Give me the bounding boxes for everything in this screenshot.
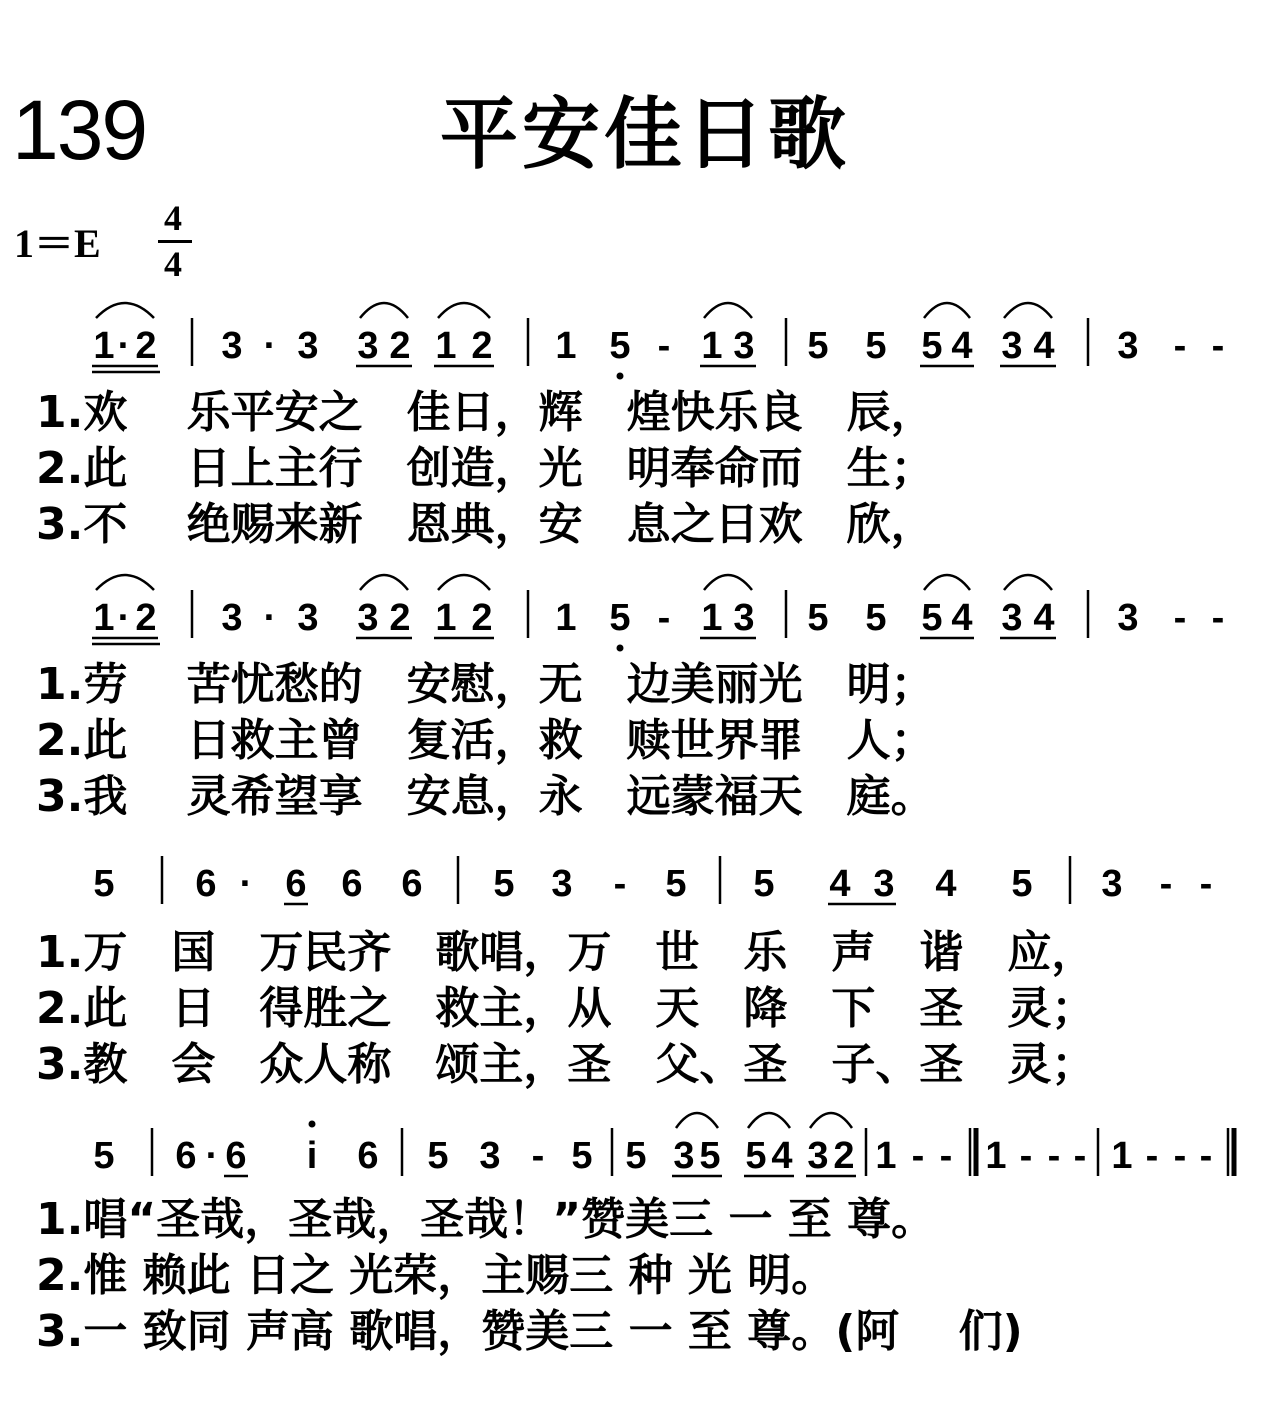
note-symbol: 4 <box>951 325 973 367</box>
note-symbol: 5 <box>921 325 943 367</box>
upper-octave-dot <box>309 1121 316 1128</box>
note-symbol: 4 <box>771 1135 793 1177</box>
note-symbol: 6 <box>225 1135 247 1177</box>
note-symbol: 4 <box>1033 597 1055 639</box>
note-symbol: 3 <box>1101 863 1123 905</box>
note-symbol: 5 <box>865 325 887 367</box>
note-symbol: 2 <box>389 325 411 367</box>
key-signature: 1＝E <box>14 221 101 266</box>
slur-arc <box>924 575 970 590</box>
note-symbol: 3 <box>551 863 573 905</box>
note-symbol: 3 <box>733 597 755 639</box>
note-symbol: - <box>1145 1135 1159 1177</box>
time-signature-bottom: 4 <box>164 244 182 284</box>
slur-arc <box>438 575 490 590</box>
verse-text: 1.唱“圣哉，圣哉，圣哉！”赞美三 一 至 尊。 <box>36 1194 936 1245</box>
note-symbol: 6 <box>285 863 307 905</box>
note-symbol: 3 <box>479 1135 501 1177</box>
note-symbol: 5 <box>745 1135 767 1177</box>
note-symbol: 4 <box>935 863 957 905</box>
note-symbol: 3 <box>297 597 319 639</box>
note-symbol: 1 <box>435 325 457 367</box>
note-symbol: 1 <box>701 597 723 639</box>
note-symbol: 4 <box>1033 325 1055 367</box>
verse-block-line-4 <box>36 1192 1023 1360</box>
note-symbol: - <box>613 863 627 905</box>
verse-text: 1.劳 苦忧愁的 安慰，无 边美丽光 明； <box>36 659 935 710</box>
slur-arc <box>96 303 154 318</box>
note-symbol: 1 <box>93 325 115 367</box>
verse-text: 1.万 国 万民齐 歌唱，万 世 乐 声 谐 应， <box>36 927 1096 978</box>
lower-octave-dot <box>617 645 624 652</box>
note-symbol: 5 <box>625 1135 647 1177</box>
note-symbol: · <box>117 597 131 639</box>
note-symbol: - <box>1199 863 1213 905</box>
slur-arc <box>924 303 970 318</box>
note-symbol: · <box>263 325 277 367</box>
verse-block-line-3 <box>36 925 1095 1093</box>
note-symbol: 5 <box>1011 863 1033 905</box>
note-symbol: 3 <box>673 1135 695 1177</box>
note-symbol: 2 <box>471 597 493 639</box>
note-symbol: - <box>1159 863 1173 905</box>
note-symbol: 5 <box>493 863 515 905</box>
verse-block-line-1 <box>36 385 935 553</box>
note-symbol: 5 <box>93 1135 115 1177</box>
note-symbol: 1 <box>985 1135 1007 1177</box>
note-symbol: 3 <box>1001 325 1023 367</box>
note-symbol: 4 <box>951 597 973 639</box>
note-symbol: 5 <box>699 1135 721 1177</box>
note-symbol: 3 <box>357 597 379 639</box>
slur-arc <box>704 575 752 590</box>
note-symbol: 1 <box>875 1135 897 1177</box>
note-symbol: - <box>657 325 671 367</box>
note-symbol: - <box>939 1135 953 1177</box>
note-symbol: 5 <box>921 597 943 639</box>
note-symbol: 3 <box>733 325 755 367</box>
note-symbol: 5 <box>807 325 829 367</box>
note-symbol: 5 <box>609 325 631 367</box>
note-symbol: i <box>306 1135 318 1177</box>
note-symbol: - <box>1173 325 1187 367</box>
verse-text: 3.我 灵希望享 安息，永 远蒙福天 庭。 <box>36 771 935 822</box>
note-symbol: - <box>1211 597 1225 639</box>
verse-text: 2.此 日 得胜之 救主，从 天 降 下 圣 灵； <box>36 983 1096 1034</box>
note-symbol: · <box>117 325 131 367</box>
slur-arc <box>704 303 752 318</box>
note-symbol: 6 <box>195 863 217 905</box>
lower-octave-dot <box>617 373 624 380</box>
note-symbol: 5 <box>753 863 775 905</box>
note-symbol: 5 <box>427 1135 449 1177</box>
verse-text: 2.此 日救主曾 复活，救 赎世界罪 人； <box>36 715 935 766</box>
note-symbol: 3 <box>1117 325 1139 367</box>
note-symbol: 2 <box>471 325 493 367</box>
note-symbol: - <box>1173 597 1187 639</box>
note-symbol: 3 <box>357 325 379 367</box>
note-symbol: 1 <box>1111 1135 1133 1177</box>
note-symbol: 3 <box>221 597 243 639</box>
note-symbol: 6 <box>357 1135 379 1177</box>
time-signature-top: 4 <box>164 198 182 238</box>
note-symbol: 4 <box>829 863 851 905</box>
slur-arc <box>96 575 154 590</box>
note-symbol: 2 <box>135 597 157 639</box>
note-symbol: 2 <box>833 1135 855 1177</box>
note-symbol: 3 <box>1117 597 1139 639</box>
slur-arc <box>438 303 490 318</box>
note-symbol: 3 <box>873 863 895 905</box>
note-symbol: 3 <box>297 325 319 367</box>
note-symbol: - <box>1211 325 1225 367</box>
verse-text: 3.教 会 众人称 颂主，圣 父、圣 子、圣 灵； <box>36 1039 1096 1090</box>
note-symbol: · <box>263 597 277 639</box>
note-symbol: - <box>1173 1135 1187 1177</box>
note-symbol: 1 <box>555 597 577 639</box>
note-symbol: - <box>657 597 671 639</box>
note-symbol: 1 <box>435 597 457 639</box>
note-symbol: 5 <box>665 863 687 905</box>
note-symbol: 1 <box>701 325 723 367</box>
slur-arc <box>360 575 408 590</box>
note-symbol: · <box>205 1135 219 1177</box>
note-symbol: 5 <box>571 1135 593 1177</box>
note-symbol: 5 <box>865 597 887 639</box>
verse-text: 1.欢 乐平安之 佳日，辉 煌快乐良 辰， <box>36 387 935 438</box>
note-symbol: 3 <box>1001 597 1023 639</box>
slur-arc <box>810 1113 852 1128</box>
note-symbol: 5 <box>93 863 115 905</box>
note-symbol: 6 <box>175 1135 197 1177</box>
note-symbol: 5 <box>807 597 829 639</box>
hymn-number: 139 <box>12 83 147 177</box>
note-symbol: 3 <box>221 325 243 367</box>
note-symbol: 1 <box>93 597 115 639</box>
hymn-title: 平安佳日歌 <box>440 90 851 180</box>
slur-arc <box>1004 303 1052 318</box>
note-symbol: 6 <box>341 863 363 905</box>
slur-arc <box>360 303 408 318</box>
verse-text: 3.不 绝赐来新 恩典，安 息之日欢 欣， <box>36 499 935 550</box>
note-symbol: 3 <box>807 1135 829 1177</box>
verse-block-line-2 <box>36 657 935 825</box>
note-symbol: - <box>1199 1135 1213 1177</box>
verse-text: 2.惟 赖此 日之 光荣，主赐三 种 光 明。 <box>36 1250 836 1301</box>
note-symbol: - <box>1073 1135 1087 1177</box>
note-symbol: - <box>1047 1135 1061 1177</box>
note-symbol: 6 <box>401 863 423 905</box>
verse-text: 3.一 致同 声高 歌唱，赞美三 一 至 尊。(阿 们) <box>36 1306 1023 1357</box>
note-symbol: 2 <box>389 597 411 639</box>
note-symbol: 1 <box>555 325 577 367</box>
slur-arc <box>676 1113 718 1128</box>
slur-arc <box>1004 575 1052 590</box>
note-symbol: - <box>1019 1135 1033 1177</box>
note-symbol: - <box>531 1135 545 1177</box>
note-symbol: 5 <box>609 597 631 639</box>
note-symbol: - <box>911 1135 925 1177</box>
note-symbol: · <box>239 863 253 905</box>
slur-arc <box>748 1113 790 1128</box>
note-symbol: 2 <box>135 325 157 367</box>
verse-text: 2.此 日上主行 创造，光 明奉命而 生； <box>36 443 935 494</box>
